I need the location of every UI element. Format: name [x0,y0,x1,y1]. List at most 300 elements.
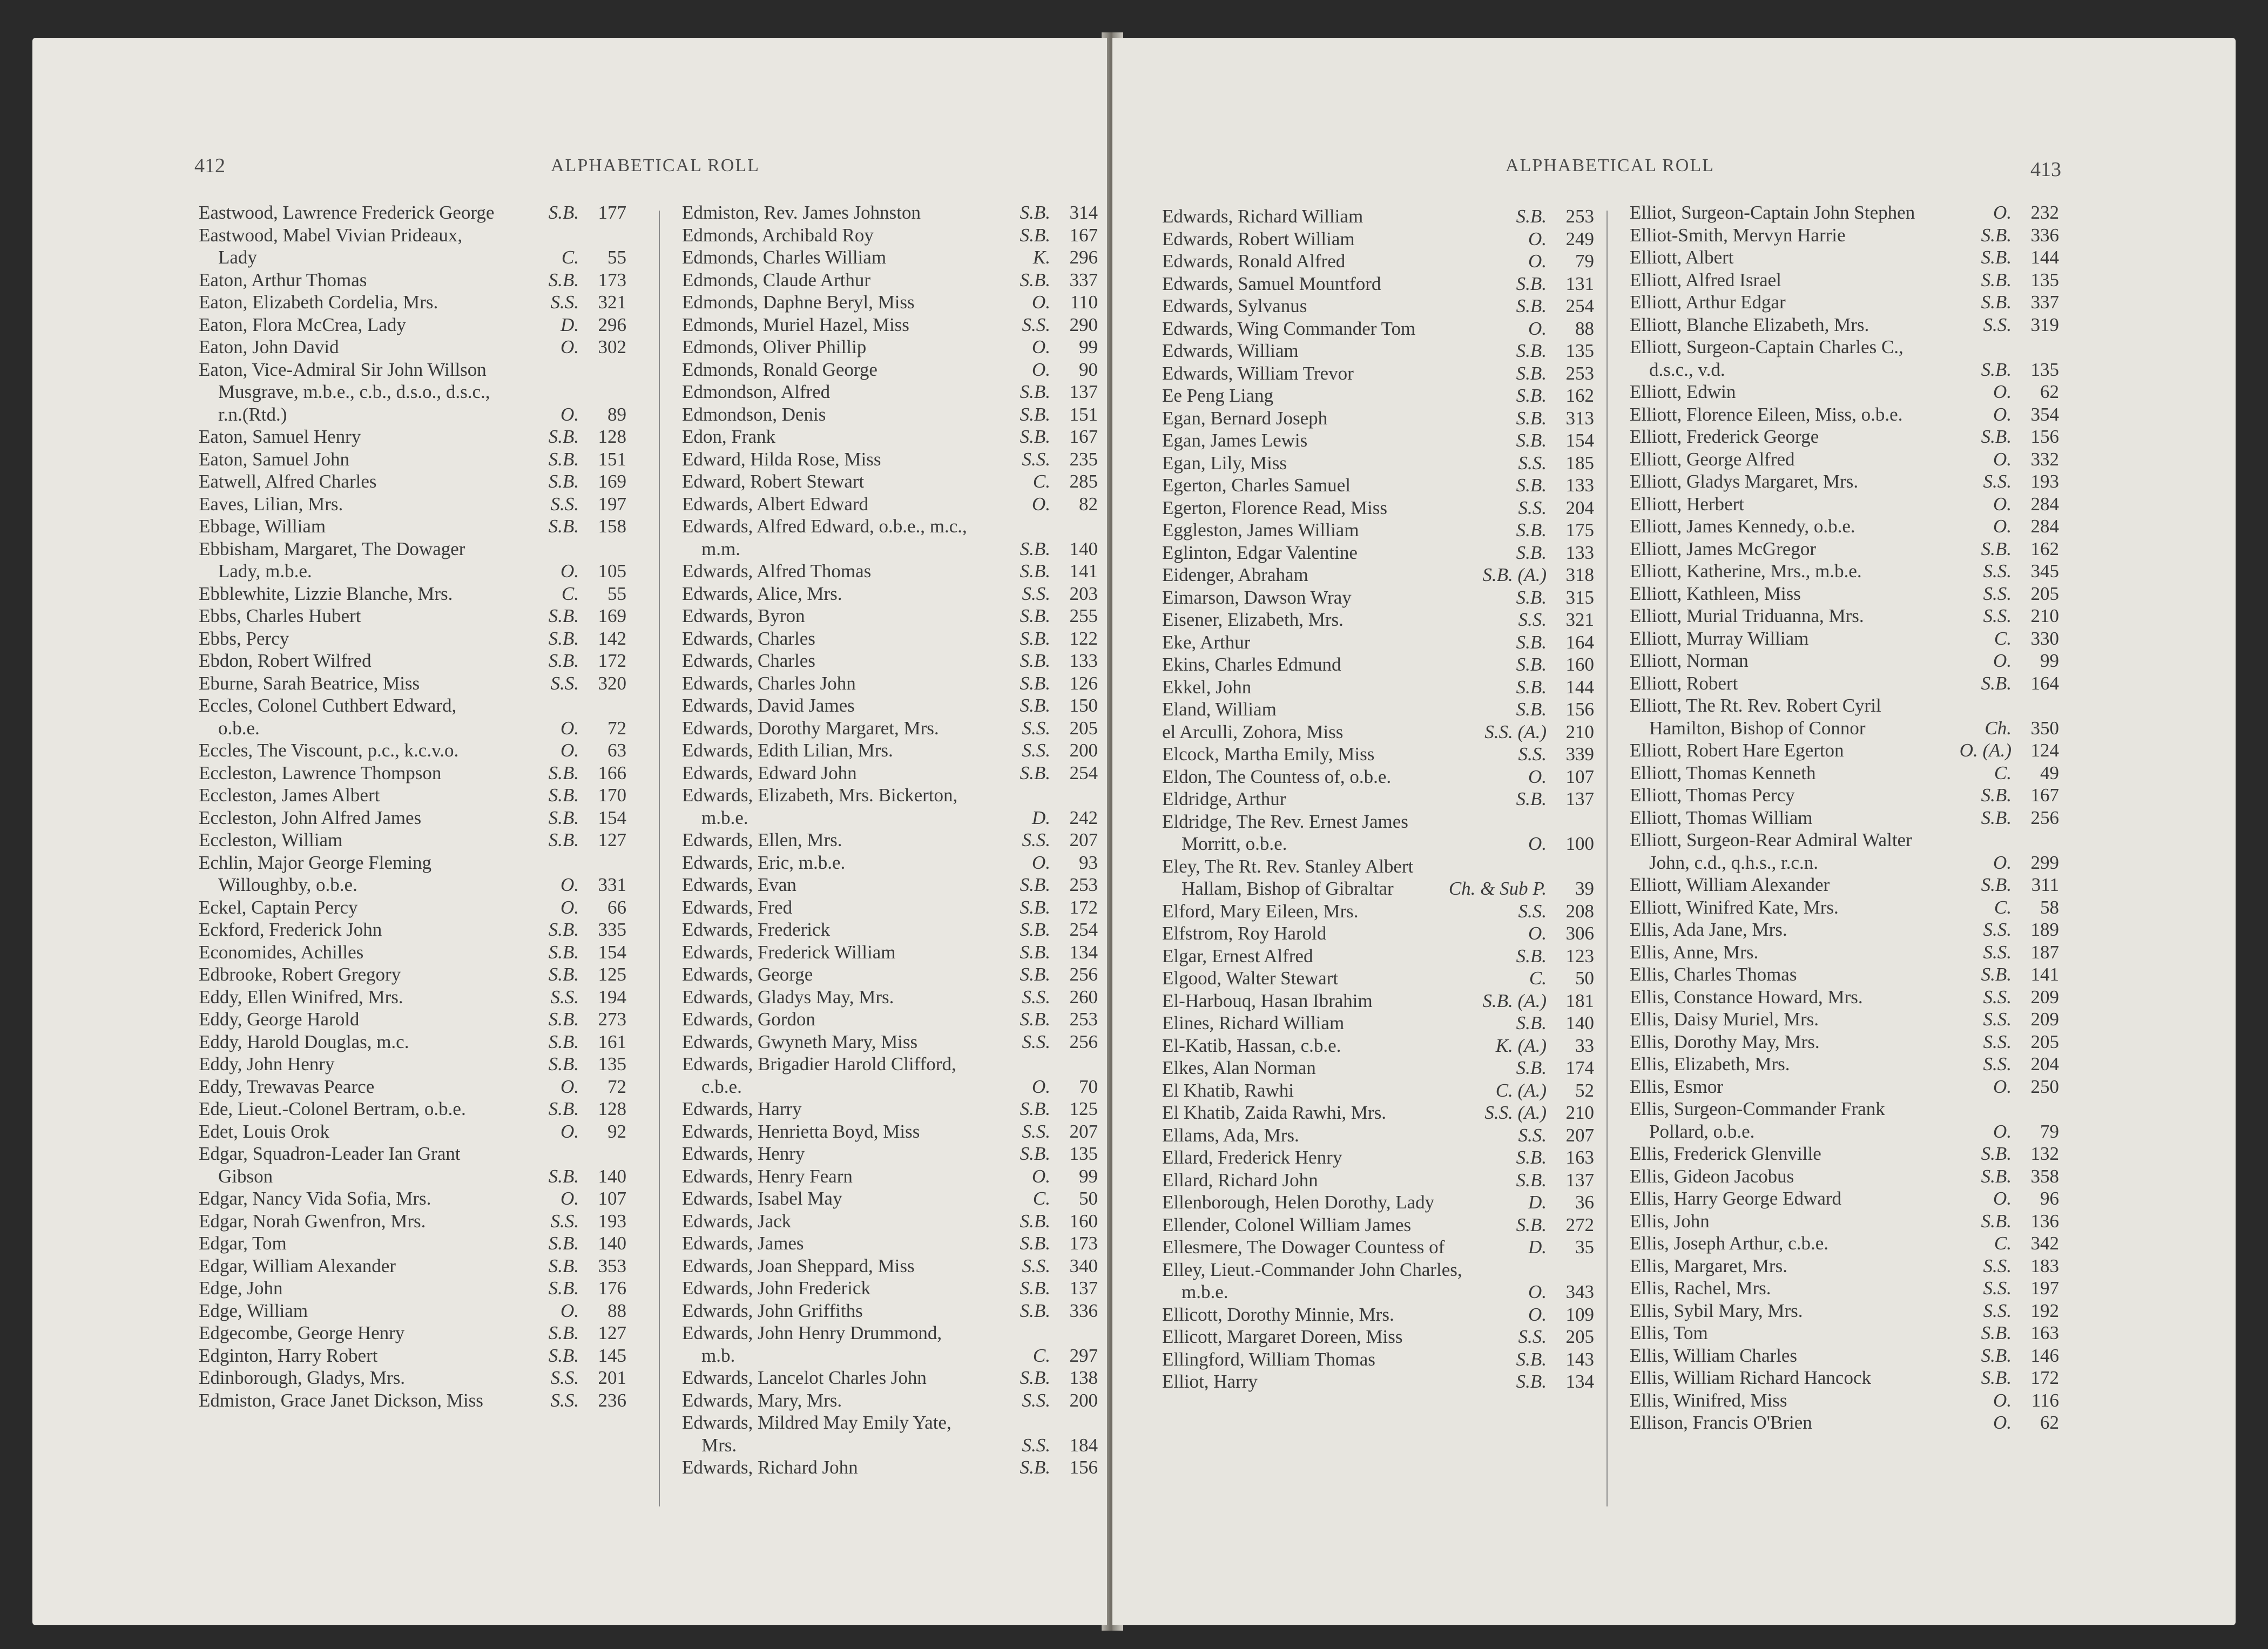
roll-entry [682,986,1098,1009]
entry-rank: S.B. [548,762,579,783]
entry-rank: S.B. [1020,1278,1050,1299]
entry-page: 181 [1565,990,1594,1011]
entry-page: 137 [1565,788,1594,809]
entry-rank: S.S. [1983,583,2012,604]
roll-entry [1630,246,2059,269]
roll-entry [682,1210,1098,1233]
entry-rank: S.B. [1020,964,1050,985]
entry-page: 177 [598,202,626,223]
entry-name: Eaton, John David [199,336,339,357]
entry-name: Elliott, Frederick George [1630,426,1819,447]
entry-refs [1516,1169,1594,1192]
entry-page: 131 [1565,273,1594,294]
entry-rank: S.S. [550,672,579,694]
entry-name: Edwards, Eric, m.b.e. [682,851,846,873]
entry-refs [1518,609,1595,631]
entry-refs [551,672,627,695]
entry-refs [1981,672,2059,695]
entry-refs [1993,1411,2059,1434]
entry-rank: S.B. [1981,538,2012,559]
roll-entry [1630,918,2059,941]
roll-entry [1162,1370,1594,1393]
entry-page: 172 [2030,1367,2059,1388]
entry-name: Edmondson, Denis [682,403,826,425]
entry-page: 203 [1069,583,1098,604]
entry-rank: S.B. [548,807,579,828]
entry-refs [561,314,626,336]
entry-refs [1994,762,2059,785]
entry-name: Ellesmere, The Dowager Countess of [1162,1236,1445,1258]
running-head: ALPHABETICAL ROLL [551,156,760,175]
entry-name: Edwards, George [682,964,813,985]
entry-name: Edon, Frank [682,426,776,447]
entry-page: 197 [2030,1278,2059,1299]
entry-page: 150 [1069,695,1098,716]
entry-page: 133 [1565,475,1594,496]
roll-entry [199,493,626,516]
entry-name: Elliott, Thomas William [1630,807,1813,828]
entry-name: Edwards, John Griffiths [682,1300,863,1321]
entry-page: 337 [1069,269,1098,290]
entry-refs [1033,246,1098,269]
entry-rank: S.S. [550,1210,579,1232]
roll-entry [1162,1012,1594,1035]
entry-name: Elliott, Thomas Percy [1630,785,1795,806]
entry-refs [1529,967,1594,990]
entry-page: 254 [1069,919,1098,940]
entry-name: Edinborough, Gladys, Mrs. [199,1367,406,1388]
entry-refs [1518,743,1595,766]
entry-refs [1516,698,1594,721]
roll-entry [1630,1165,2059,1188]
entry-page: 110 [1070,292,1098,313]
roll-entry [199,1210,626,1233]
entry-page: 189 [2030,919,2059,940]
entry-refs [1994,627,2059,650]
roll-entry [682,246,1098,269]
roll-entry [1630,269,2059,292]
entry-rank: O. [1993,448,2012,470]
entry-page: 200 [1069,740,1098,761]
roll-entry [1162,1169,1594,1192]
roll-entry [199,1232,626,1255]
entry-rank: O. [1528,833,1547,854]
entry-name: Ee Peng Liang [1162,385,1274,406]
entry-name: Edward, Robert Stewart [682,471,865,492]
roll-entry [199,963,626,986]
roll-entry [199,605,626,627]
entry-refs [1983,1300,2060,1322]
entry-refs [1020,1098,1098,1120]
entry-name: Ellis, Anne, Mrs. [1630,941,1759,963]
entry-refs [1496,1079,1594,1102]
roll-entry [199,829,626,851]
entry-page: 194 [598,986,626,1008]
entry-refs [1993,201,2059,224]
entry-refs [1516,205,1594,228]
entry-rank: C. [1994,896,2012,918]
entry-rank: S.B. [548,1344,579,1366]
entry-page: 140 [598,1233,626,1254]
entry-page: 350 [2030,717,2059,739]
entry-refs [1020,1277,1098,1300]
entry-rank: S.B. [548,1322,579,1343]
entry-refs [1516,1348,1594,1371]
entry-name: Ellis, Constance Howard, Mrs. [1630,986,1863,1008]
entry-name: Edwards, Gladys May, Mrs. [682,986,894,1008]
entry-name: Edwards, Alfred Thomas [682,560,872,582]
entry-page: 135 [1565,340,1594,361]
roll-entry [199,762,626,785]
entry-refs [1033,1187,1098,1210]
entry-refs [1993,493,2059,516]
entry-rank: S.B. [1516,340,1547,361]
entry-refs [1020,650,1098,672]
entry-name: Ellis, William Charles [1630,1344,1797,1366]
entry-name: Edwards, Alice, Mrs. [682,583,842,604]
entry-page: 138 [1069,1367,1098,1388]
roll-entry [1162,990,1594,1012]
entry-page: 339 [1565,744,1594,765]
entry-page: 151 [1069,403,1098,425]
entry-page: 107 [1565,766,1594,787]
entry-rank: O. [560,1188,579,1209]
roll-entry [682,269,1098,292]
entry-refs [1020,762,1098,785]
entry-name: Eldridge, The Rev. Ernest James Morritt, o.b.e. [1162,810,1408,854]
entry-refs [1020,1232,1098,1255]
roll-entry [1162,1236,1594,1259]
entry-refs [1022,1434,1098,1457]
entry-rank: S.B. [1981,269,2012,290]
entry-page: 336 [1069,1300,1098,1321]
entry-rank: O. [1993,1076,2012,1097]
entry-page: 336 [2030,224,2059,246]
entry-page: 140 [1565,1012,1594,1033]
entry-rank: S.B. [1020,605,1050,626]
entry-name: Eaton, Elizabeth Cordelia, Mrs. [199,292,438,313]
entry-refs [1516,1214,1594,1236]
entry-page: 99 [2040,650,2059,671]
roll-entry [682,1300,1098,1322]
entry-refs [1516,384,1594,407]
entry-page: 313 [1565,407,1594,429]
entry-rank: C. [1994,1233,2012,1254]
entry-name: Ellicott, Margaret Doreen, Miss [1162,1326,1403,1347]
roll-entry [1630,807,2059,829]
entry-rank: O. [1993,650,2012,671]
entry-name: Eddy, Harold Douglas, m.c. [199,1031,409,1052]
roll-entry [1162,721,1594,744]
entry-page: 175 [1565,519,1594,540]
entry-name: Edwards, Edward John [682,762,857,783]
entry-refs [1032,851,1098,874]
entry-name: Ellis, Daisy Muriel, Mrs. [1630,1009,1819,1030]
entry-rank: S.B. [1516,1348,1547,1370]
entry-refs [549,1277,626,1300]
roll-entry [682,1031,1098,1053]
entry-rank: S.S. [1022,1434,1050,1456]
entry-name: Elgood, Walter Stewart [1162,968,1339,989]
entry-name: Eccleston, James Albert [199,785,380,806]
entry-page: 187 [2030,941,2059,963]
entry-refs [561,403,626,426]
entry-refs [1528,1191,1594,1214]
roll-entry [682,224,1098,247]
entry-name: Ebblewhite, Lizzie Blanche, Mrs. [199,583,453,604]
entry-rank: S.B. [548,1233,579,1254]
entry-refs [1516,407,1594,430]
roll-entry [1630,1053,2059,1076]
entry-rank: S.B. [1020,381,1050,402]
entry-rank: S.B. [1981,1322,2012,1343]
roll-entry [1162,676,1594,699]
entry-name: Eaton, Samuel Henry [199,426,361,447]
entry-rank: C. [561,247,579,268]
entry-refs [1516,429,1594,452]
entry-rank: S.S. [1983,560,2012,582]
entry-name: Eccleston, William [199,829,343,850]
entry-refs [1022,1255,1098,1278]
entry-page: 169 [598,471,626,492]
entry-page: 210 [1565,721,1594,742]
entry-refs [1020,1008,1098,1031]
entry-name: Ellis, Sybil Mary, Mrs. [1630,1300,1803,1321]
entry-rank: S.B. [548,650,579,671]
entry-name: Edwards, James [682,1233,804,1254]
entry-rank: S.B. [548,1053,579,1074]
entry-name: Edwards, Dorothy Margaret, Mrs. [682,717,939,739]
entry-page: 318 [1565,564,1594,585]
roll-entry [199,1008,626,1031]
entry-refs [1981,1210,2059,1233]
roll-entry [199,896,626,919]
entry-refs [1020,896,1098,919]
entry-page: 49 [2040,762,2059,783]
entry-page: 260 [1069,986,1098,1008]
entry-rank: S.B. [548,448,579,470]
entry-name: Edwards, Wing Commander Tom [1162,317,1416,339]
entry-rank: O. [1993,493,2012,515]
entry-refs [562,246,626,269]
entry-page: 314 [1069,202,1098,223]
entry-page: 134 [1069,941,1098,963]
entry-rank: S.B. [1516,1169,1547,1191]
entry-rank: K. (A.) [1495,1035,1547,1056]
roll-entry [199,583,626,605]
roll-entry [199,739,626,762]
entry-page: 207 [1069,829,1098,850]
roll-entry [1630,605,2059,627]
roll-entry [1162,609,1594,631]
entry-page: 192 [2030,1300,2059,1321]
roll-entry [682,605,1098,627]
entry-page: 330 [2030,627,2059,649]
roll-entry [1162,564,1594,586]
entry-name: Ellis, Winifred, Miss [1630,1389,1787,1411]
roll-entry [199,1389,626,1412]
roll-entry [199,224,626,269]
roll-entry [682,672,1098,695]
entry-name: Ellis, Tom [1630,1322,1708,1343]
entry-page: 321 [598,292,626,313]
entry-page: 164 [2030,672,2059,694]
entry-name: Elliott, Norman [1630,650,1749,671]
roll-entry [1162,250,1594,273]
roll-entry [1630,672,2059,695]
entry-rank: S.B. [1516,475,1547,496]
entry-refs [549,963,626,986]
roll-entry [199,1143,626,1187]
entry-page: 208 [1565,900,1594,922]
entry-rank: D. [1031,807,1050,828]
entry-rank: S.B. (A.) [1482,990,1547,1011]
roll-entry [1162,228,1594,251]
entry-refs [549,627,626,650]
entry-rank: O. [1993,1120,2012,1142]
entry-name: Ellis, Surgeon-Commander Frank Pollard, o.b.e. [1630,1098,1885,1142]
roll-entry [682,918,1098,941]
entry-refs [1032,1076,1098,1098]
entry-name: Edwards, Mildred May Emily Yate, Mrs. [682,1412,951,1456]
entry-rank: D. [1528,1236,1547,1258]
roll-entry [1630,291,2059,314]
entry-rank: O. [1031,1165,1050,1187]
entry-name: Elliott, Robert Hare Egerton [1630,740,1844,761]
roll-entry [1630,381,2059,403]
roll-entry [682,941,1098,964]
entry-refs [1983,986,2060,1009]
entry-page: 79 [1575,251,1594,272]
entry-refs [561,896,626,919]
entry-name: Eland, William [1162,699,1277,720]
entry-rank: S.S. [1022,448,1050,470]
entry-rank: S.S. [1983,1300,2012,1321]
entry-page: 88 [608,1300,626,1321]
entry-name: Edgar, Squadron-Leader Ian Grant Gibson [199,1143,461,1187]
entry-page: 331 [598,874,626,895]
entry-rank: S.B. [1516,519,1547,540]
entry-page: 167 [1069,426,1098,447]
roll-entry [199,986,626,1009]
entry-refs [1516,653,1594,676]
entry-rank: S.B. [1020,1210,1050,1232]
entry-name: Edwards, John Frederick [682,1278,870,1299]
entry-name: Elliott, Surgeon-Rear Admiral Walter John, c.d., q.h.s., r.c.n. [1630,829,1912,873]
roll-entry [1162,586,1594,609]
roll-entry [682,1120,1098,1143]
entry-refs [1993,851,2059,874]
entry-name: Eke, Arthur [1162,631,1251,653]
roll-entry [1162,452,1594,475]
entry-refs [1981,269,2059,292]
entry-refs [1020,627,1098,650]
entry-page: 254 [1069,762,1098,783]
entry-refs [1981,224,2059,247]
entry-page: 210 [1565,1102,1594,1123]
roll-entry [682,1165,1098,1188]
entry-rank: S.S. [1983,1009,2012,1030]
entry-page: 207 [1565,1124,1594,1146]
entry-refs [549,1344,626,1367]
entry-refs [1983,1277,2060,1300]
entry-name: Edwards, Frederick William [682,941,896,963]
roll-entry [199,1277,626,1300]
roll-entry [1162,810,1594,855]
entry-refs [1022,1389,1098,1412]
entry-name: Ellis, Ada Jane, Mrs. [1630,919,1787,940]
entry-name: Ellis, Gideon Jacobus [1630,1165,1794,1187]
roll-entry [1630,1031,2059,1053]
entry-rank: S.B. [1020,426,1050,447]
entry-name: Edward, Hilda Rose, Miss [682,448,881,470]
entry-rank: S.S. [1518,1124,1547,1146]
entry-refs [549,425,626,448]
entry-name: Eckel, Captain Percy [199,896,358,918]
roll-entry [1162,542,1594,564]
entry-page: 200 [1069,1389,1098,1411]
entry-name: Edwards, Edith Lilian, Mrs. [682,740,893,761]
roll-entry [1162,1124,1594,1147]
roll-entry [1630,784,2059,807]
entry-name: Elliot, Harry [1162,1371,1258,1392]
entry-name: Elliott, Katherine, Mrs., m.b.e. [1630,560,1862,582]
entry-page: 197 [598,493,626,515]
entry-rank: S.B. [1981,785,2012,806]
entry-rank: S.B. [1981,964,2012,985]
roll-entry [682,1232,1098,1255]
roll-entry [199,1076,626,1098]
roll-entry [1630,1232,2059,1255]
roll-entry [682,784,1098,829]
entry-page: 132 [2030,1143,2059,1164]
roll-entry [1162,295,1594,317]
entry-refs [551,291,627,314]
roll-entry [1630,627,2059,650]
entry-refs [1528,766,1594,788]
entry-name: Ellis, Rachel, Mrs. [1630,1278,1771,1299]
entry-refs [1516,295,1594,317]
entry-name: el Arculli, Zohora, Miss [1162,721,1344,742]
entry-page: 184 [1069,1434,1098,1456]
entry-refs [1518,452,1595,475]
entry-page: 173 [598,269,626,290]
roll-entry [1630,829,2059,874]
entry-rank: O. [1031,851,1050,873]
entry-refs [1518,497,1595,519]
entry-refs [561,739,626,762]
entry-page: 160 [1565,654,1594,675]
roll-entry [1630,1322,2059,1344]
entry-page: 142 [598,627,626,649]
entry-rank: S.B. [1516,788,1547,809]
entry-name: Ellis, Dorothy May, Mrs. [1630,1031,1820,1052]
entry-rank: S.B. [1020,1098,1050,1119]
roll-entry [1630,1411,2059,1434]
entry-name: Edbrooke, Robert Gregory [199,964,401,985]
roll-entry [199,1031,626,1053]
entry-refs [1993,1120,2059,1143]
entry-page: 272 [1565,1214,1594,1235]
roll-entry [682,1098,1098,1120]
entry-page: 133 [1069,650,1098,671]
entry-rank: S.B. [1020,1457,1050,1478]
entry-rank: S.B. [1020,762,1050,783]
entry-rank: O. [1528,1281,1547,1302]
entry-rank: S.S. [1022,1255,1050,1276]
entry-rank: O. [1993,1188,2012,1209]
entry-refs [1020,1143,1098,1165]
